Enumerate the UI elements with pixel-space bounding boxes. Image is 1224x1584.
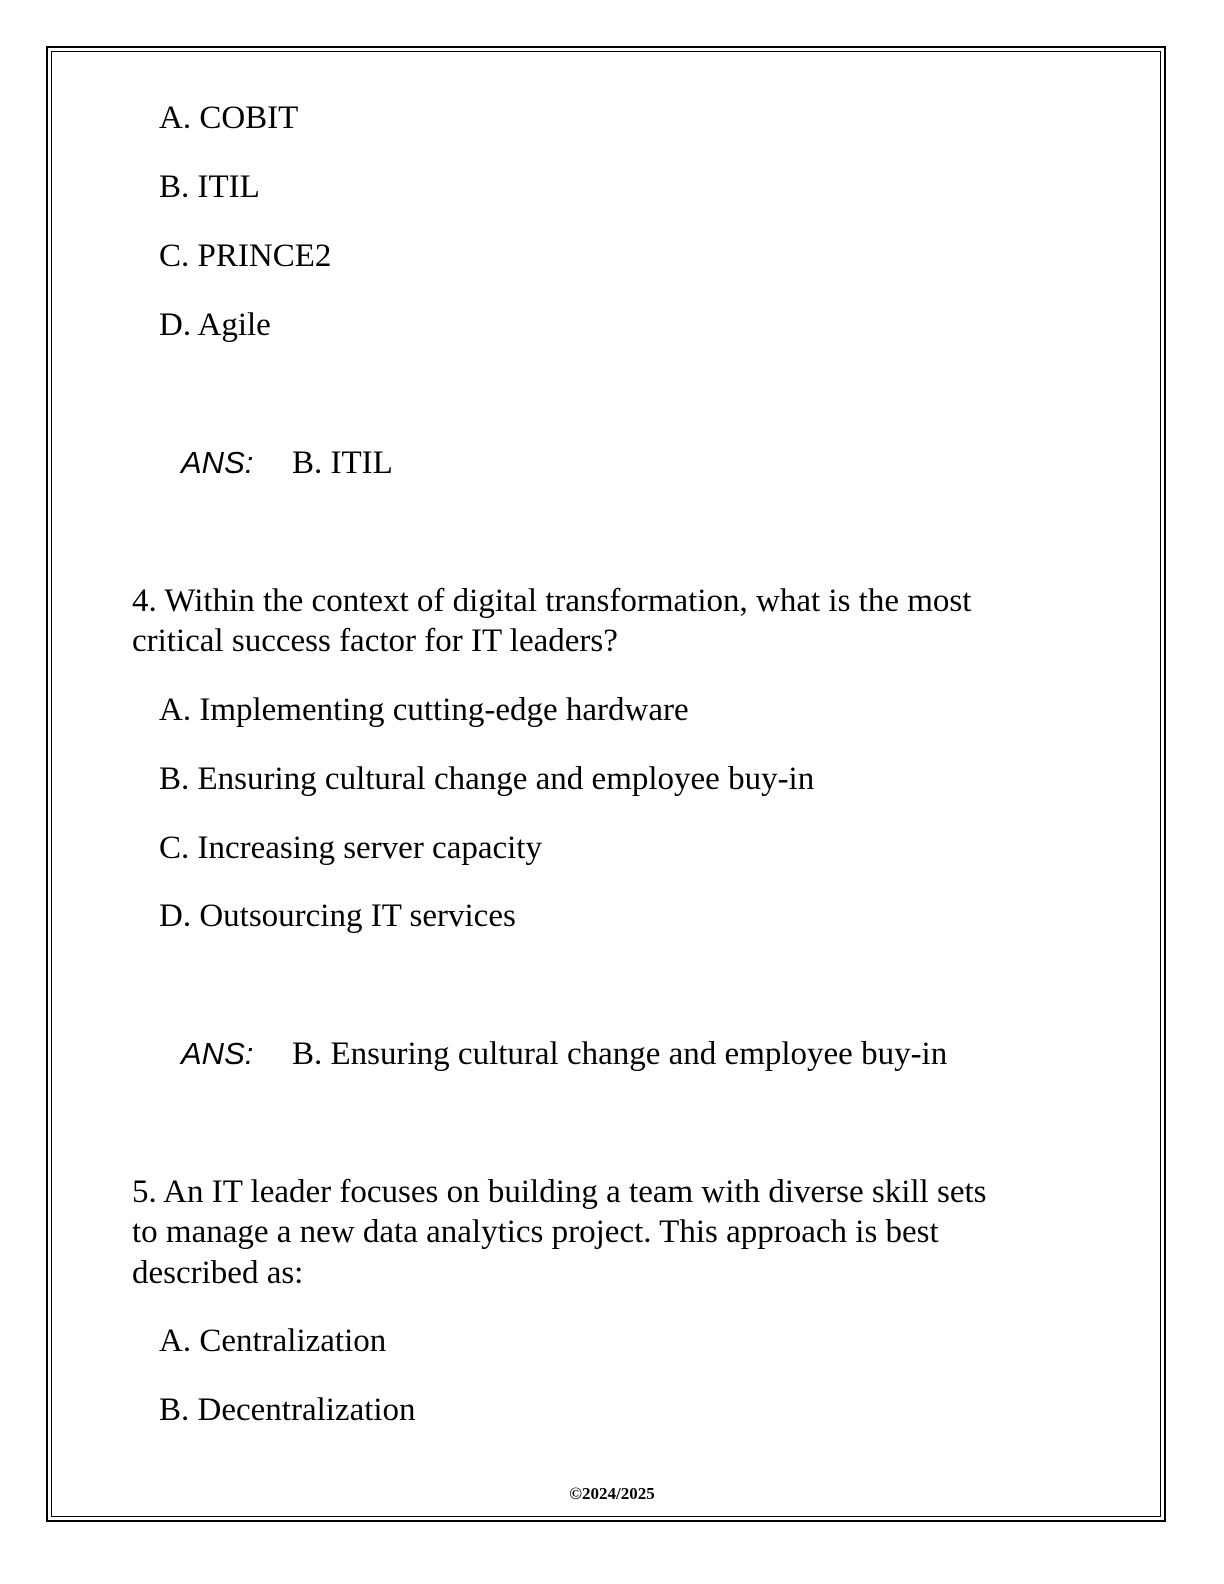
q4-option-c: C. Increasing server capacity [159, 830, 542, 866]
q3-answer-label: ANS: [181, 445, 254, 480]
q3-answer-value: B. ITIL [292, 445, 393, 481]
q4-question-line-1: 4. Within the context of digital transformation, what is the most [132, 583, 972, 619]
q4-option-d: D. Outsourcing IT services [159, 898, 516, 934]
q3-option-d: D. Agile [159, 307, 271, 343]
q3-option-c: C. PRINCE2 [159, 238, 332, 274]
q3-option-b: B. ITIL [159, 169, 260, 205]
q4-option-a: A. Implementing cutting-edge hardware [159, 692, 689, 728]
q4-question-line-2: critical success factor for IT leaders? [132, 623, 618, 659]
footer-copyright: ©2024/2025 [569, 1484, 655, 1503]
q4-answer-label: ANS: [181, 1036, 254, 1071]
q5-question-line-3: described as: [132, 1255, 304, 1291]
q3-option-a: A. COBIT [159, 100, 299, 136]
q5-option-b: B. Decentralization [159, 1392, 416, 1428]
q5-option-a: A. Centralization [159, 1323, 387, 1359]
q3-answer [181, 443, 393, 483]
q4-option-b: B. Ensuring cultural change and employee buy-in [159, 761, 815, 797]
q4-answer [181, 1034, 947, 1074]
q5-question-line-2: to manage a new data analytics project. This approach is best [132, 1214, 939, 1250]
q4-answer-value: B. Ensuring cultural change and employee buy-in [292, 1036, 948, 1072]
q5-question-line-1: 5. An IT leader focuses on building a team with diverse skill sets [132, 1174, 987, 1210]
